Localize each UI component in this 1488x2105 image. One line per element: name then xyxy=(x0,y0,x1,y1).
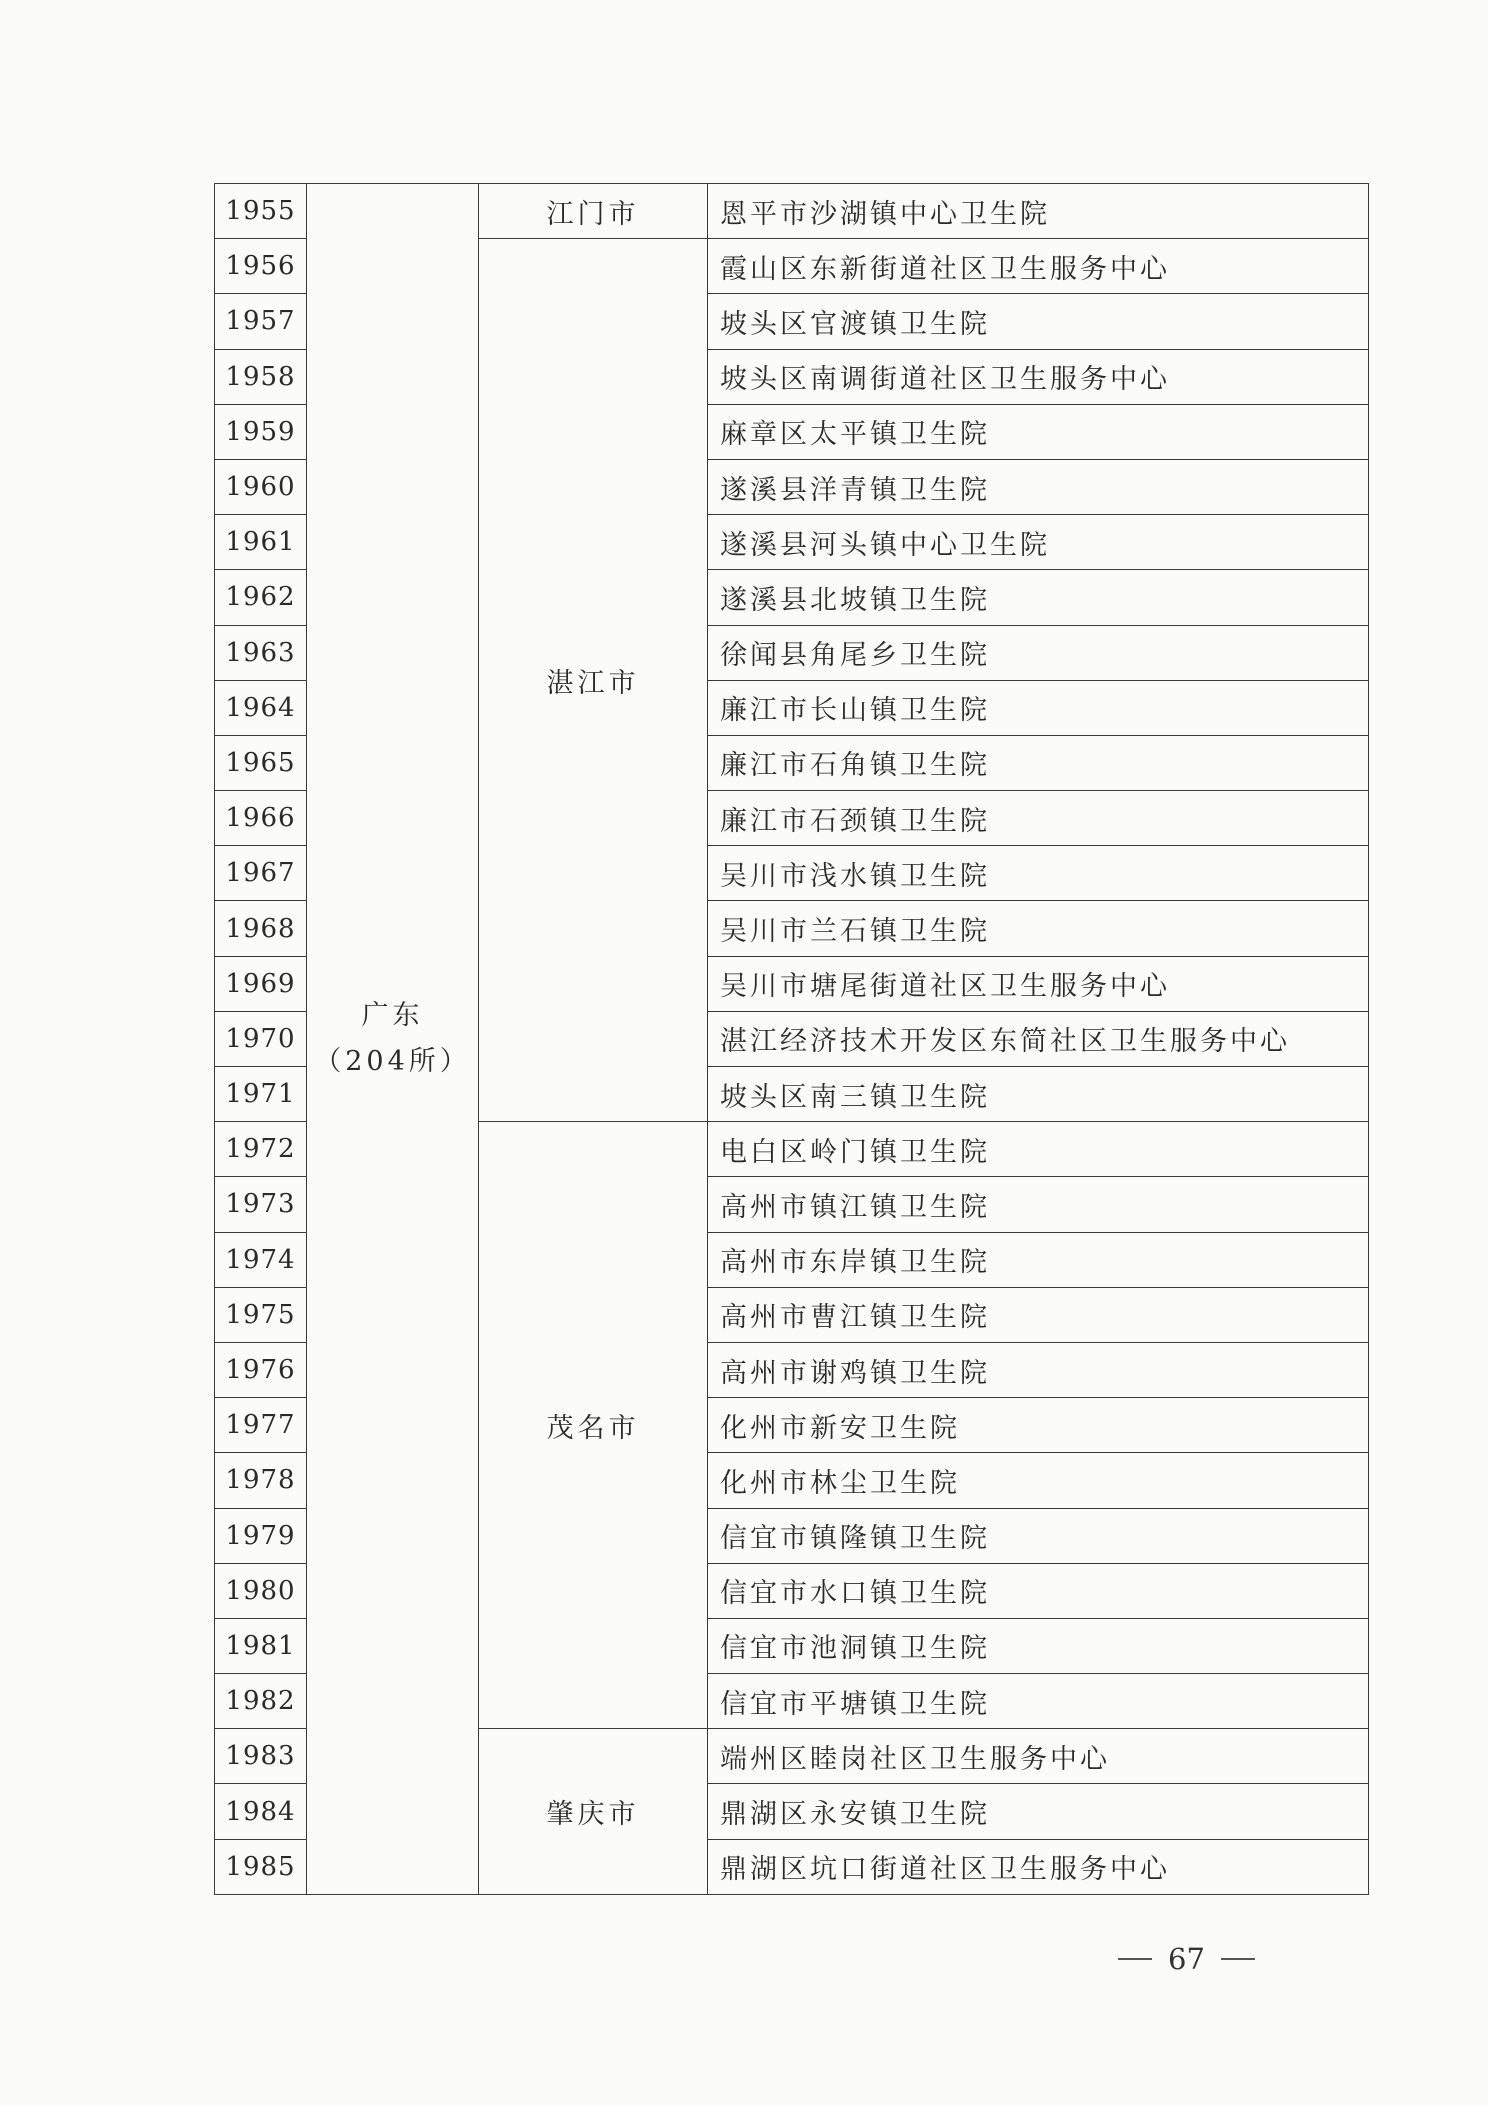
row-number: 1961 xyxy=(215,515,307,570)
institution-name: 遂溪县河头镇中心卫生院 xyxy=(708,515,1369,570)
institution-name: 信宜市镇隆镇卫生院 xyxy=(708,1508,1369,1563)
institution-name: 信宜市平塘镇卫生院 xyxy=(708,1674,1369,1729)
row-number: 1957 xyxy=(215,294,307,349)
province-cell xyxy=(307,184,479,1895)
row-number: 1981 xyxy=(215,1618,307,1673)
institution-name: 廉江市石角镇卫生院 xyxy=(708,735,1369,790)
institution-name: 吴川市兰石镇卫生院 xyxy=(708,901,1369,956)
row-number: 1984 xyxy=(215,1784,307,1839)
row-number: 1964 xyxy=(215,680,307,735)
institution-name: 信宜市池洞镇卫生院 xyxy=(708,1618,1369,1673)
row-number: 1960 xyxy=(215,459,307,514)
city-cell: 江门市 xyxy=(479,184,708,239)
row-number: 1980 xyxy=(215,1563,307,1618)
row-number: 1970 xyxy=(215,1011,307,1066)
province-name: 广东 xyxy=(361,999,424,1031)
row-number: 1979 xyxy=(215,1508,307,1563)
row-number: 1975 xyxy=(215,1287,307,1342)
institution-name: 恩平市沙湖镇中心卫生院 xyxy=(708,184,1369,239)
institution-name: 化州市新安卫生院 xyxy=(708,1398,1369,1453)
institution-name: 高州市镇江镇卫生院 xyxy=(708,1177,1369,1232)
row-number: 1985 xyxy=(215,1839,307,1894)
institution-name: 坡头区南三镇卫生院 xyxy=(708,1067,1369,1122)
institution-name: 遂溪县北坡镇卫生院 xyxy=(708,570,1369,625)
row-number: 1969 xyxy=(215,956,307,1011)
row-number: 1967 xyxy=(215,846,307,901)
page-number: 67 xyxy=(1168,1942,1205,1976)
city-cell: 湛江市 xyxy=(479,239,708,1122)
institution-name: 端州区睦岗社区卫生服务中心 xyxy=(708,1729,1369,1784)
institution-name: 吴川市塘尾街道社区卫生服务中心 xyxy=(708,956,1369,1011)
institution-name: 湛江经济技术开发区东简社区卫生服务中心 xyxy=(708,1011,1369,1066)
row-number: 1962 xyxy=(215,570,307,625)
institution-name: 麻章区太平镇卫生院 xyxy=(708,404,1369,459)
city-cell: 肇庆市 xyxy=(479,1729,708,1895)
institution-name: 鼎湖区坑口街道社区卫生服务中心 xyxy=(708,1839,1369,1894)
institution-name: 高州市东岸镇卫生院 xyxy=(708,1232,1369,1287)
institution-table xyxy=(214,183,1369,1895)
institution-name: 廉江市长山镇卫生院 xyxy=(708,680,1369,735)
row-number: 1966 xyxy=(215,791,307,846)
row-number: 1974 xyxy=(215,1232,307,1287)
row-number: 1958 xyxy=(215,349,307,404)
institution-name: 徐闻县角尾乡卫生院 xyxy=(708,625,1369,680)
institution-name: 霞山区东新街道社区卫生服务中心 xyxy=(708,239,1369,294)
row-number: 1965 xyxy=(215,735,307,790)
row-number: 1956 xyxy=(215,239,307,294)
row-number: 1972 xyxy=(215,1122,307,1177)
institution-name: 高州市谢鸡镇卫生院 xyxy=(708,1342,1369,1397)
province-count: （204所） xyxy=(314,1045,471,1077)
page-footer xyxy=(1118,1942,1255,1976)
institution-name: 遂溪县洋青镇卫生院 xyxy=(708,459,1369,514)
row-number: 1963 xyxy=(215,625,307,680)
row-number: 1976 xyxy=(215,1342,307,1397)
row-number: 1968 xyxy=(215,901,307,956)
institution-name: 电白区岭门镇卫生院 xyxy=(708,1122,1369,1177)
row-number: 1959 xyxy=(215,404,307,459)
institution-name: 坡头区官渡镇卫生院 xyxy=(708,294,1369,349)
institution-name: 信宜市水口镇卫生院 xyxy=(708,1563,1369,1618)
institution-name: 高州市曹江镇卫生院 xyxy=(708,1287,1369,1342)
footer-dash-left xyxy=(1118,1958,1152,1960)
row-number: 1955 xyxy=(215,184,307,239)
row-number: 1983 xyxy=(215,1729,307,1784)
institution-name: 吴川市浅水镇卫生院 xyxy=(708,846,1369,901)
city-cell: 茂名市 xyxy=(479,1122,708,1729)
institution-name: 化州市林尘卫生院 xyxy=(708,1453,1369,1508)
row-number: 1977 xyxy=(215,1398,307,1453)
table-row xyxy=(215,184,1369,239)
institution-name: 廉江市石颈镇卫生院 xyxy=(708,791,1369,846)
row-number: 1982 xyxy=(215,1674,307,1729)
row-number: 1973 xyxy=(215,1177,307,1232)
institution-name: 坡头区南调街道社区卫生服务中心 xyxy=(708,349,1369,404)
row-number: 1971 xyxy=(215,1067,307,1122)
footer-dash-right xyxy=(1221,1958,1255,1960)
row-number: 1978 xyxy=(215,1453,307,1508)
institution-name: 鼎湖区永安镇卫生院 xyxy=(708,1784,1369,1839)
